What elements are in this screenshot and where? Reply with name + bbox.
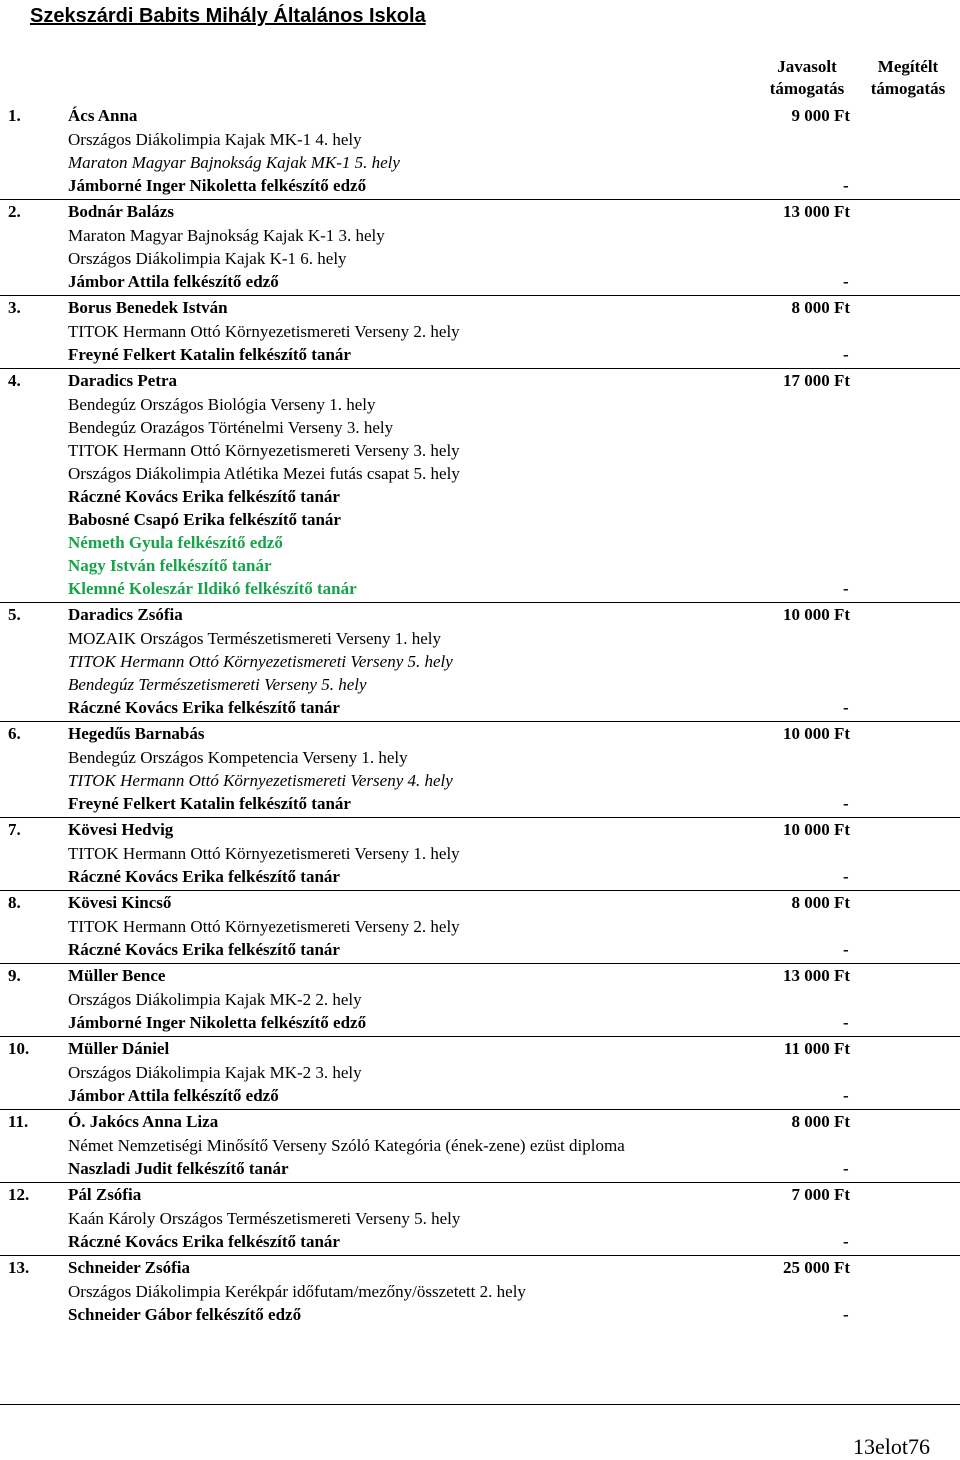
column-header-granted-line1: Megítélt [877, 57, 939, 76]
competition-row [0, 1207, 960, 1230]
student-header-row [0, 104, 960, 128]
granted-amount: - [843, 867, 849, 886]
entry-number: 9. [8, 966, 21, 985]
proposed-amount: 17 000 Ft [782, 371, 850, 390]
competition-result: Országos Diákolimpia Kajak MK-2 3. hely [68, 1063, 362, 1082]
competition-result: TITOK Hermann Ottó Környezetismereti Verseny 3. hely [68, 441, 460, 460]
competition-result: Bendegúz Természetismereti Verseny 5. hely [68, 675, 367, 694]
coach-name: Németh Gyula felkészítő edző [68, 533, 283, 552]
coach-name: Jámbor Attila felkészítő edző [68, 1086, 279, 1105]
student-name: Daradics Petra [68, 371, 178, 390]
competition-row [0, 247, 960, 270]
competition-row [0, 224, 960, 247]
entry-number: 1. [8, 106, 21, 125]
coach-name: Ráczné Kovács Erika felkészítő tanár [68, 698, 340, 717]
competition-row [0, 416, 960, 439]
competition-result: Maraton Magyar Bajnokság Kajak MK-1 5. hely [68, 153, 400, 172]
student-header-row [0, 296, 960, 320]
student-entry [0, 603, 960, 722]
competition-row [0, 842, 960, 865]
entry-number: 12. [8, 1185, 30, 1204]
competition-row [0, 151, 960, 174]
competition-row [0, 769, 960, 792]
proposed-amount: 11 000 Ft [783, 1039, 850, 1058]
coach-name: Ráczné Kovács Erika felkészítő tanár [68, 487, 340, 506]
student-name: Ács Anna [68, 106, 138, 125]
entry-number: 5. [8, 605, 21, 624]
proposed-amount: 8 000 Ft [791, 893, 850, 912]
coach-name: Ráczné Kovács Erika felkészítő tanár [68, 867, 340, 886]
granted-amount: - [843, 1305, 849, 1324]
granted-amount: - [843, 1013, 849, 1032]
competition-row [0, 627, 960, 650]
competition-row [0, 1134, 960, 1157]
student-name: Müller Bence [68, 966, 166, 985]
competition-row [0, 746, 960, 769]
student-entry [0, 200, 960, 296]
column-header-proposed-line1: Javasolt [777, 57, 837, 76]
granted-amount: - [843, 940, 849, 959]
granted-amount: - [843, 345, 849, 364]
competition-row [0, 988, 960, 1011]
student-header-row [0, 1037, 960, 1061]
coach-row [0, 938, 960, 961]
competition-result: TITOK Hermann Ottó Környezetismereti Verseny 4. hely [68, 771, 453, 790]
student-name: Müller Dániel [68, 1039, 170, 1058]
column-header-proposed [760, 56, 854, 100]
student-entry [0, 964, 960, 1037]
column-header-granted-line2: támogatás [870, 79, 946, 98]
coach-name: Jámborné Inger Nikoletta felkészítő edző [68, 1013, 367, 1032]
proposed-amount: 7 000 Ft [791, 1185, 850, 1204]
coach-name: Babosné Csapó Erika felkészítő tanár [68, 510, 341, 529]
granted-amount: - [843, 1232, 849, 1251]
competition-row [0, 439, 960, 462]
competition-result: Kaán Károly Országos Természetismereti Verseny 5. hely [68, 1209, 461, 1228]
competition-result: Német Nemzetiségi Minősítő Verseny Szóló Kategória (ének-zene) ezüst diploma [68, 1136, 625, 1155]
competition-row [0, 1061, 960, 1084]
competition-result: Maraton Magyar Bajnokság Kajak K-1 3. hely [68, 226, 385, 245]
entry-number: 11. [8, 1112, 29, 1131]
student-name: Kövesi Hedvig [68, 820, 174, 839]
competition-result: TITOK Hermann Ottó Környezetismereti Verseny 2. hely [68, 322, 460, 341]
granted-amount: - [843, 1159, 849, 1178]
student-name: Schneider Zsófia [68, 1258, 191, 1277]
granted-amount: - [843, 794, 849, 813]
competition-result: TITOK Hermann Ottó Környezetismereti Verseny 1. hely [68, 844, 460, 863]
student-list [0, 104, 960, 1328]
competition-result: Bendegúz Országos Kompetencia Verseny 1. hely [68, 748, 408, 767]
proposed-amount: 13 000 Ft [782, 966, 850, 985]
entry-number: 2. [8, 202, 21, 221]
student-header-row [0, 1110, 960, 1134]
competition-row [0, 128, 960, 151]
competition-row [0, 462, 960, 485]
competition-result: Bendegúz Orazágos Történelmi Verseny 3. hely [68, 418, 394, 437]
student-name: Ó. Jakócs Anna Liza [68, 1112, 219, 1131]
student-entry [0, 369, 960, 603]
coach-name: Schneider Gábor felkészítő edző [68, 1305, 302, 1324]
student-header-row [0, 369, 960, 393]
coach-name: Freyné Felkert Katalin felkészítő tanár [68, 794, 351, 813]
competition-row [0, 673, 960, 696]
student-entry [0, 104, 960, 200]
student-entry [0, 296, 960, 369]
coach-row [0, 554, 960, 577]
coach-row [0, 270, 960, 293]
entry-number: 13. [8, 1258, 30, 1277]
column-header-granted [858, 56, 958, 100]
page-number: 13elot76 [853, 1434, 930, 1459]
competition-result: Országos Diákolimpia Kajak K-1 6. hely [68, 249, 347, 268]
competition-row [0, 393, 960, 416]
entry-number: 6. [8, 724, 21, 743]
entry-number: 8. [8, 893, 21, 912]
student-header-row [0, 722, 960, 746]
student-entry [0, 818, 960, 891]
competition-result: Országos Diákolimpia Kajak MK-2 2. hely [68, 990, 362, 1009]
competition-row [0, 1280, 960, 1303]
granted-amount: - [843, 272, 849, 291]
granted-amount: - [843, 176, 849, 195]
student-header-row [0, 603, 960, 627]
granted-amount: - [843, 1086, 849, 1105]
coach-name: Freyné Felkert Katalin felkészítő tanár [68, 345, 351, 364]
student-header-row [0, 964, 960, 988]
competition-row [0, 915, 960, 938]
granted-amount: - [843, 698, 849, 717]
coach-row [0, 1157, 960, 1180]
competition-result: Országos Diákolimpia Kerékpár időfutam/mezőny/összetett 2. hely [68, 1282, 526, 1301]
school-title: Szekszárdi Babits Mihály Általános Iskola [30, 5, 426, 27]
competition-result: TITOK Hermann Ottó Környezetismereti Verseny 5. hely [68, 652, 453, 671]
coach-row [0, 485, 960, 508]
student-entry [0, 891, 960, 964]
student-header-row [0, 200, 960, 224]
student-name: Daradics Zsófia [68, 605, 183, 624]
competition-result: Országos Diákolimpia Kajak MK-1 4. hely [68, 130, 362, 149]
coach-name: Nagy István felkészítő tanár [68, 556, 272, 575]
competition-result: TITOK Hermann Ottó Környezetismereti Verseny 2. hely [68, 917, 460, 936]
student-entry [0, 722, 960, 818]
coach-row [0, 343, 960, 366]
competition-row [0, 320, 960, 343]
proposed-amount: 8 000 Ft [791, 298, 850, 317]
coach-row [0, 1011, 960, 1034]
student-header-row [0, 1183, 960, 1207]
coach-row [0, 508, 960, 531]
proposed-amount: 9 000 Ft [791, 106, 850, 125]
coach-name: Ráczné Kovács Erika felkészítő tanár [68, 1232, 340, 1251]
proposed-amount: 10 000 Ft [782, 605, 850, 624]
proposed-amount: 8 000 Ft [791, 1112, 850, 1131]
column-header-proposed-line2: támogatás [769, 79, 845, 98]
competition-result: Országos Diákolimpia Atlétika Mezei futás csapat 5. hely [68, 464, 460, 483]
coach-name: Ráczné Kovács Erika felkészítő tanár [68, 940, 340, 959]
coach-row [0, 696, 960, 719]
entry-number: 10. [8, 1039, 30, 1058]
student-entry [0, 1256, 960, 1328]
student-name: Borus Benedek István [68, 298, 228, 317]
coach-row [0, 1230, 960, 1253]
entry-number: 3. [8, 298, 21, 317]
student-header-row [0, 818, 960, 842]
coach-row [0, 174, 960, 197]
coach-name: Naszladi Judit felkészítő tanár [68, 1159, 289, 1178]
student-name: Kövesi Kincső [68, 893, 172, 912]
coach-row [0, 577, 960, 600]
coach-row [0, 1303, 960, 1326]
granted-amount: - [843, 579, 849, 598]
competition-result: Bendegúz Országos Biológia Verseny 1. hely [68, 395, 376, 414]
student-name: Hegedűs Barnabás [68, 724, 205, 743]
coach-name: Klemné Koleszár Ildikó felkészítő tanár [68, 579, 357, 598]
entry-number: 7. [8, 820, 21, 839]
proposed-amount: 25 000 Ft [782, 1258, 850, 1277]
coach-row [0, 792, 960, 815]
student-name: Bodnár Balázs [68, 202, 174, 221]
entry-number: 4. [8, 371, 21, 390]
competition-row [0, 650, 960, 673]
student-entry [0, 1110, 960, 1183]
coach-name: Jámborné Inger Nikoletta felkészítő edző [68, 176, 367, 195]
student-entry [0, 1037, 960, 1110]
student-entry [0, 1183, 960, 1256]
coach-row [0, 1084, 960, 1107]
coach-row [0, 865, 960, 888]
coach-name: Jámbor Attila felkészítő edző [68, 272, 279, 291]
student-header-row [0, 891, 960, 915]
proposed-amount: 10 000 Ft [782, 724, 850, 743]
footer-divider [0, 1404, 960, 1405]
competition-result: MOZAIK Országos Természetismereti Verseny 1. hely [68, 629, 442, 648]
coach-row [0, 531, 960, 554]
proposed-amount: 13 000 Ft [782, 202, 850, 221]
student-name: Pál Zsófia [68, 1185, 142, 1204]
proposed-amount: 10 000 Ft [782, 820, 850, 839]
student-header-row [0, 1256, 960, 1280]
